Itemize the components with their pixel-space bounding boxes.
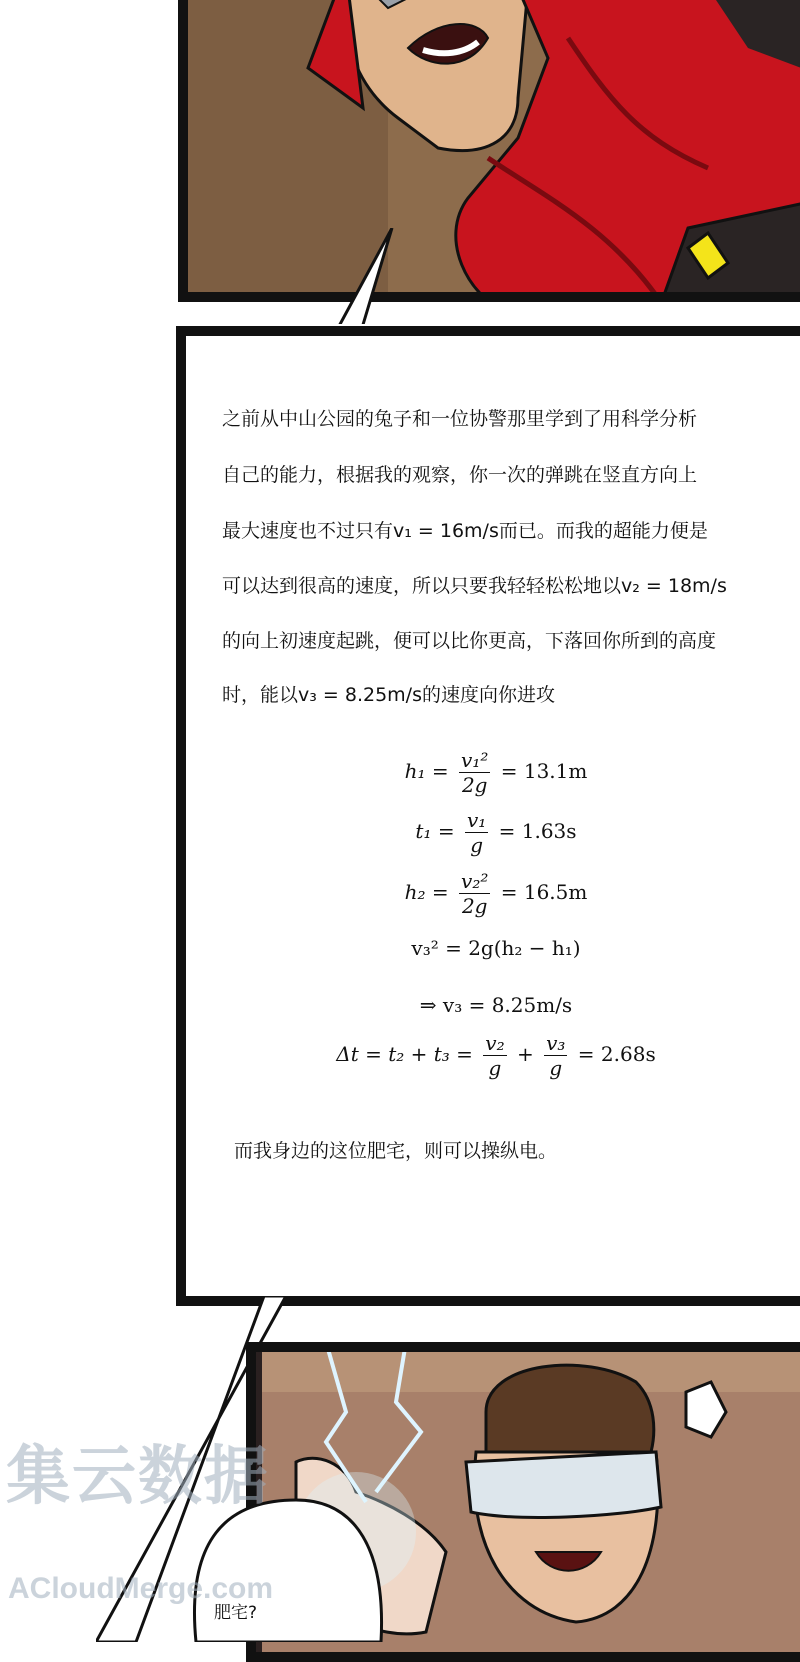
eq-dt-lhs: Δt = t₂ + t₃ = xyxy=(336,1042,480,1066)
eq-dt-fraction-2 xyxy=(544,1031,567,1080)
speech-tail-top xyxy=(330,228,410,338)
eq-t1-lhs: t₁ = xyxy=(415,819,461,843)
red-cloak-character-art xyxy=(188,0,800,302)
equation-h2 xyxy=(186,869,800,918)
eq-dt-fraction-1 xyxy=(483,1031,506,1080)
equation-delta-t xyxy=(186,1031,800,1080)
narration-line-3: 最大速度也不过只有v₁ = 16m/s而已。而我的超能力便是 xyxy=(222,520,708,542)
eq-h2-lhs: h₂ = xyxy=(404,880,456,904)
eq-dt-numerator-2: v₃ xyxy=(546,1031,566,1055)
eq-t1-result: = 1.63s xyxy=(492,819,577,843)
eq-dt-numerator-1: v₂ xyxy=(485,1031,505,1055)
eq-h2-numerator: v₂² xyxy=(461,869,489,893)
narration-panel xyxy=(176,326,800,1306)
eq-t1-denominator: g xyxy=(470,833,484,857)
narration-line-5: 的向上初速度起跳，便可以比你更高，下落回你所到的高度 xyxy=(222,630,717,652)
narration-line-6: 时，能以v₃ = 8.25m/s的速度向你进攻 xyxy=(222,684,555,706)
watermark-en: ACloudMerge.com xyxy=(8,1572,274,1605)
eq-h1-fraction xyxy=(459,748,490,797)
narration-line-2: 自己的能力，根据我的观察，你一次的弹跳在竖直方向上 xyxy=(222,464,698,486)
eq-dt-result: = 2.68s xyxy=(571,1042,656,1066)
watermark-cn: 集云数据 xyxy=(6,1440,270,1512)
eq-h1-numerator: v₁² xyxy=(461,748,489,772)
equation-h1 xyxy=(186,748,800,797)
narration-line-4: 可以达到很高的速度，所以只要我轻轻松松地以v₂ = 18m/s xyxy=(222,575,727,597)
eq-h2-denominator: 2g xyxy=(461,894,488,918)
eq-h2-result: = 16.5m xyxy=(494,880,588,904)
eq-dt-denominator-1: g xyxy=(488,1056,502,1080)
equation-v3: ⇒ v₃ = 8.25m/s xyxy=(419,993,573,1017)
eq-dt-plus: + xyxy=(510,1042,541,1066)
eq-h1-denominator: 2g xyxy=(461,773,488,797)
eq-h1-lhs: h₁ = xyxy=(404,759,456,783)
narration-closing: 而我身边的这位肥宅，则可以操纵电。 xyxy=(234,1140,558,1162)
equation-v3-squared: v₃² = 2g(h₂ − h₁) xyxy=(411,936,581,960)
eq-h1-result: = 13.1m xyxy=(494,759,588,783)
speech-bubble-text: 肥宅? xyxy=(214,1603,258,1623)
narration-line-1: 之前从中山公园的兔子和一位协警那里学到了用科学分析 xyxy=(222,408,698,430)
eq-h2-fraction xyxy=(459,869,490,918)
top-comic-panel xyxy=(178,0,800,302)
equation-t1 xyxy=(186,808,800,857)
eq-t1-numerator: v₁ xyxy=(466,808,487,832)
eq-t1-fraction xyxy=(465,808,488,857)
eq-dt-denominator-2: g xyxy=(549,1056,563,1080)
